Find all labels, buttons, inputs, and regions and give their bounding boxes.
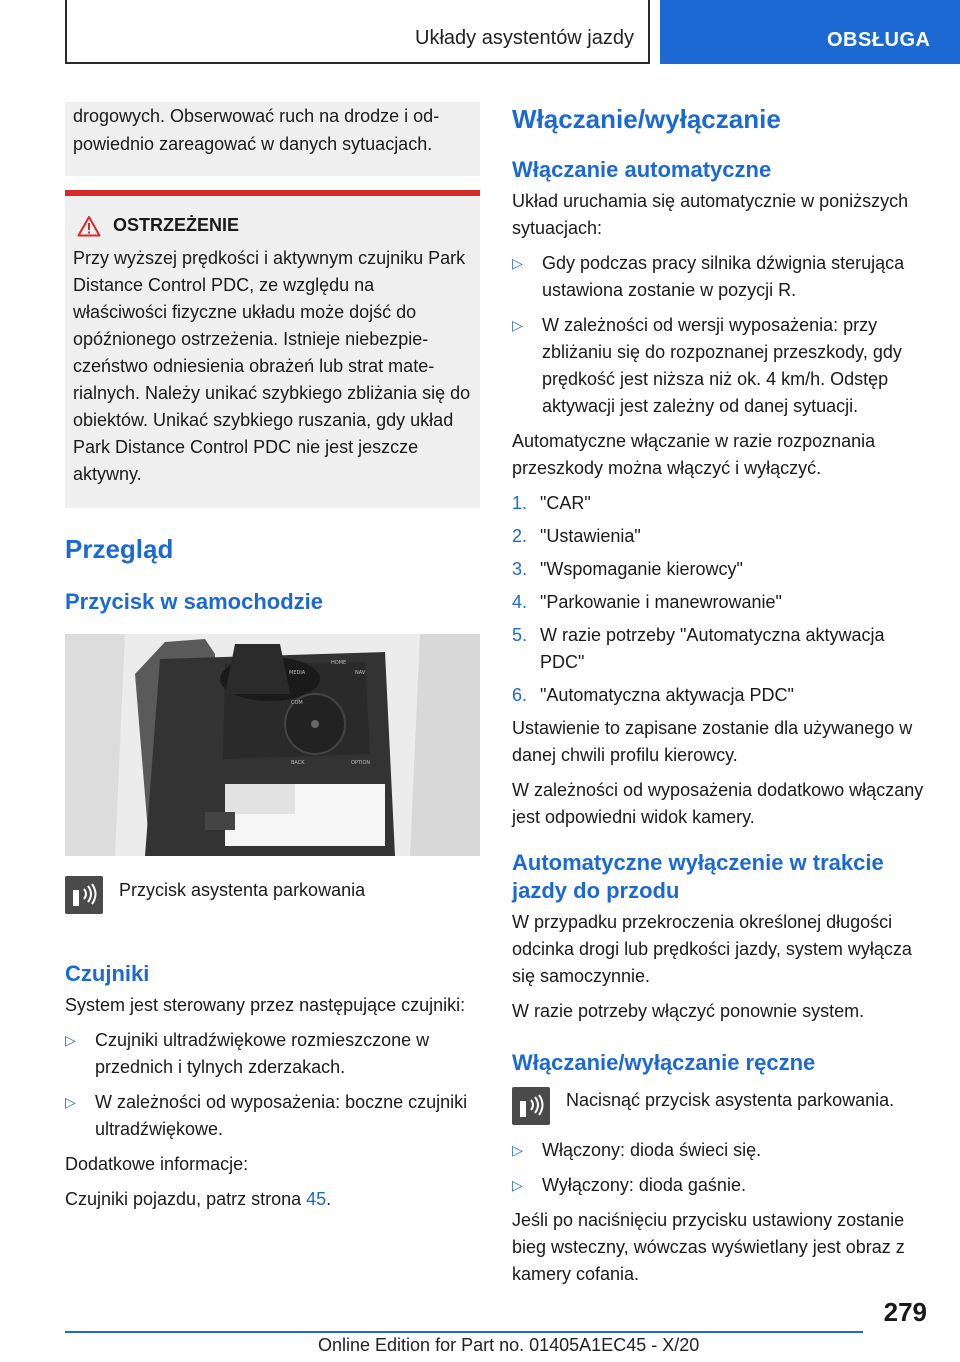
auto-off-text: W przypadku przekroczenia określonej długości odcinka drogi lub prędkości jazdy, system wyłącza się samoczynnie. <box>512 912 912 986</box>
bullet-triangle-icon: ▷ <box>512 317 523 333</box>
sensors-list <box>65 1027 480 1143</box>
profile-note: Ustawienie to zapisane zostanie dla używanego w danej chwili profilu kierowcy. <box>512 718 913 765</box>
manual-heading: Włączanie/wyłączanie ręczne <box>512 1050 816 1075</box>
page-number: 279 <box>883 1297 927 1327</box>
auto-on-heading: Włączanie automatyczne <box>512 157 772 182</box>
auto-on-intro: Układ uruchamia się automatycznie w poniższych sytuacjach: <box>512 191 909 238</box>
button-heading: Przycisk w samochodzie <box>65 589 323 614</box>
continuation-text: drogowych. Obserwować ruch na drodze i odpowiednio zareagować w danych sytuacjach. <box>65 102 480 176</box>
option-label: OPTION <box>351 760 371 766</box>
reverse-note: Jeśli po naciśnięciu przycisku ustawiony zostanie bieg wsteczny, wówczas wyświetlany jest obraz z kamery cofania. <box>512 1210 905 1284</box>
bullet-triangle-icon: ▷ <box>512 1177 523 1193</box>
camera-note: W zależności od wyposażenia dodatkowo włączany jest odpowiedni widok kamery. <box>512 780 924 827</box>
bullet-triangle-icon: ▷ <box>512 1142 523 1158</box>
footer-rule <box>65 1331 863 1333</box>
list-item: ▷ W zależności od wyposażenia: boczne czujniki ultradźwiękowe. <box>65 1089 480 1143</box>
warning-triangle-icon <box>77 215 101 237</box>
manual-caption: Nacisnąć przycisk asystenta parkowania. <box>566 1090 895 1110</box>
sensor-reference: Czujniki pojazdu, patrz strona 45. <box>65 1189 332 1209</box>
chapter-title: Układy asystentów jazdy <box>415 27 634 49</box>
header-box <box>65 0 650 64</box>
settings-steps <box>512 490 927 709</box>
section-tab-label: OBSŁUGA <box>827 29 931 51</box>
step-item: 1. "CAR" <box>512 493 591 513</box>
step-item: 2. "Ustawienia" <box>512 526 641 546</box>
park-assist-icon <box>512 1087 550 1125</box>
manual-list <box>512 1137 927 1199</box>
bullet-triangle-icon: ▷ <box>512 255 523 271</box>
list-item: ▷ Czujniki ultradźwiękowe rozmieszczone w przednich i tylnych zderzakach. <box>65 1027 480 1081</box>
park-assist-caption: Przycisk asystenta parkowania <box>119 880 366 900</box>
com-label: COM <box>291 700 303 706</box>
more-info-text: Dodatkowe informacje: <box>65 1154 249 1174</box>
left-column <box>65 102 480 1213</box>
step-item: 6. "Automatyczna aktywacja PDC" <box>512 685 794 705</box>
park-assist-icon <box>65 876 103 914</box>
sensors-heading: Czujniki <box>65 961 150 986</box>
overview-heading: Przegląd <box>65 534 174 564</box>
section-tab[interactable] <box>660 0 960 64</box>
bullet-triangle-icon: ▷ <box>65 1094 76 1110</box>
warning-label: OSTRZEŻENIE <box>113 215 240 235</box>
list-item: ▷ W zależności od wersji wyposażenia: przy zbliżaniu się do rozpoznanej przeszkody, gdy prędkość jest niższa niż ok. 4 km/h. Odstęp aktywacji jest zależny od danej sytuacji. <box>512 312 927 420</box>
right-column <box>512 102 927 1288</box>
center-console-photo <box>65 634 480 856</box>
warning-box <box>65 196 480 508</box>
list-item: ▷ Wyłączony: dioda gaśnie. <box>512 1172 927 1199</box>
sensors-intro: System jest sterowany przez następujące czujniki: <box>65 995 466 1015</box>
step-item: 5. W razie potrzeby "Automatyczna aktywacja PDC" <box>512 625 885 672</box>
edition-text: Online Edition for Part no. 01405A1EC45 - X/20 <box>318 1335 700 1355</box>
step-item: 4. "Parkowanie i manewrowanie" <box>512 592 782 612</box>
park-assist-caption-row <box>65 876 480 914</box>
list-item: ▷ Włączony: dioda świeci się. <box>512 1137 927 1164</box>
media-label: MEDIA <box>289 670 306 676</box>
auto-off-text-2: W razie potrzeby włączyć ponownie system. <box>512 1001 865 1021</box>
onoff-heading: Włączanie/wyłączanie <box>512 104 781 134</box>
manual-caption-row <box>512 1087 927 1125</box>
home-label: HOME <box>331 660 347 666</box>
bullet-triangle-icon: ▷ <box>65 1032 76 1048</box>
warning-text: Przy wyższej prędkości i aktywnym czujniku Park Distance Control PDC, ze względu na właściwości fizyczne układu może dojść do opóźnionego ostrzeżenia. Istnieje niebezpieczeństwo odniesienia obrażeń lub strat materialnych. Należy unikać szybkiego zbliżania się do obiektów. Unikać szybkiego ruszania, gdy układ Park Distance Control PDC nie jest jeszcze aktywny. <box>73 248 471 484</box>
auto-on-note: Automatyczne włączanie w razie rozpoznania przeszkody można włączyć i wyłączyć. <box>512 431 876 478</box>
list-item: ▷ Gdy podczas pracy silnika dźwignia sterująca ustawiona zostanie w pozycji R. <box>512 250 927 304</box>
auto-off-heading: Automatyczne wyłączenie w trakcie jazdy do przodu <box>512 850 884 903</box>
page-link[interactable]: 45 <box>306 1189 327 1209</box>
back-label: BACK <box>291 760 305 766</box>
nav-label: NAV <box>355 670 366 676</box>
step-item: 3. "Wspomaganie kierowcy" <box>512 559 743 579</box>
auto-on-list <box>512 250 927 420</box>
